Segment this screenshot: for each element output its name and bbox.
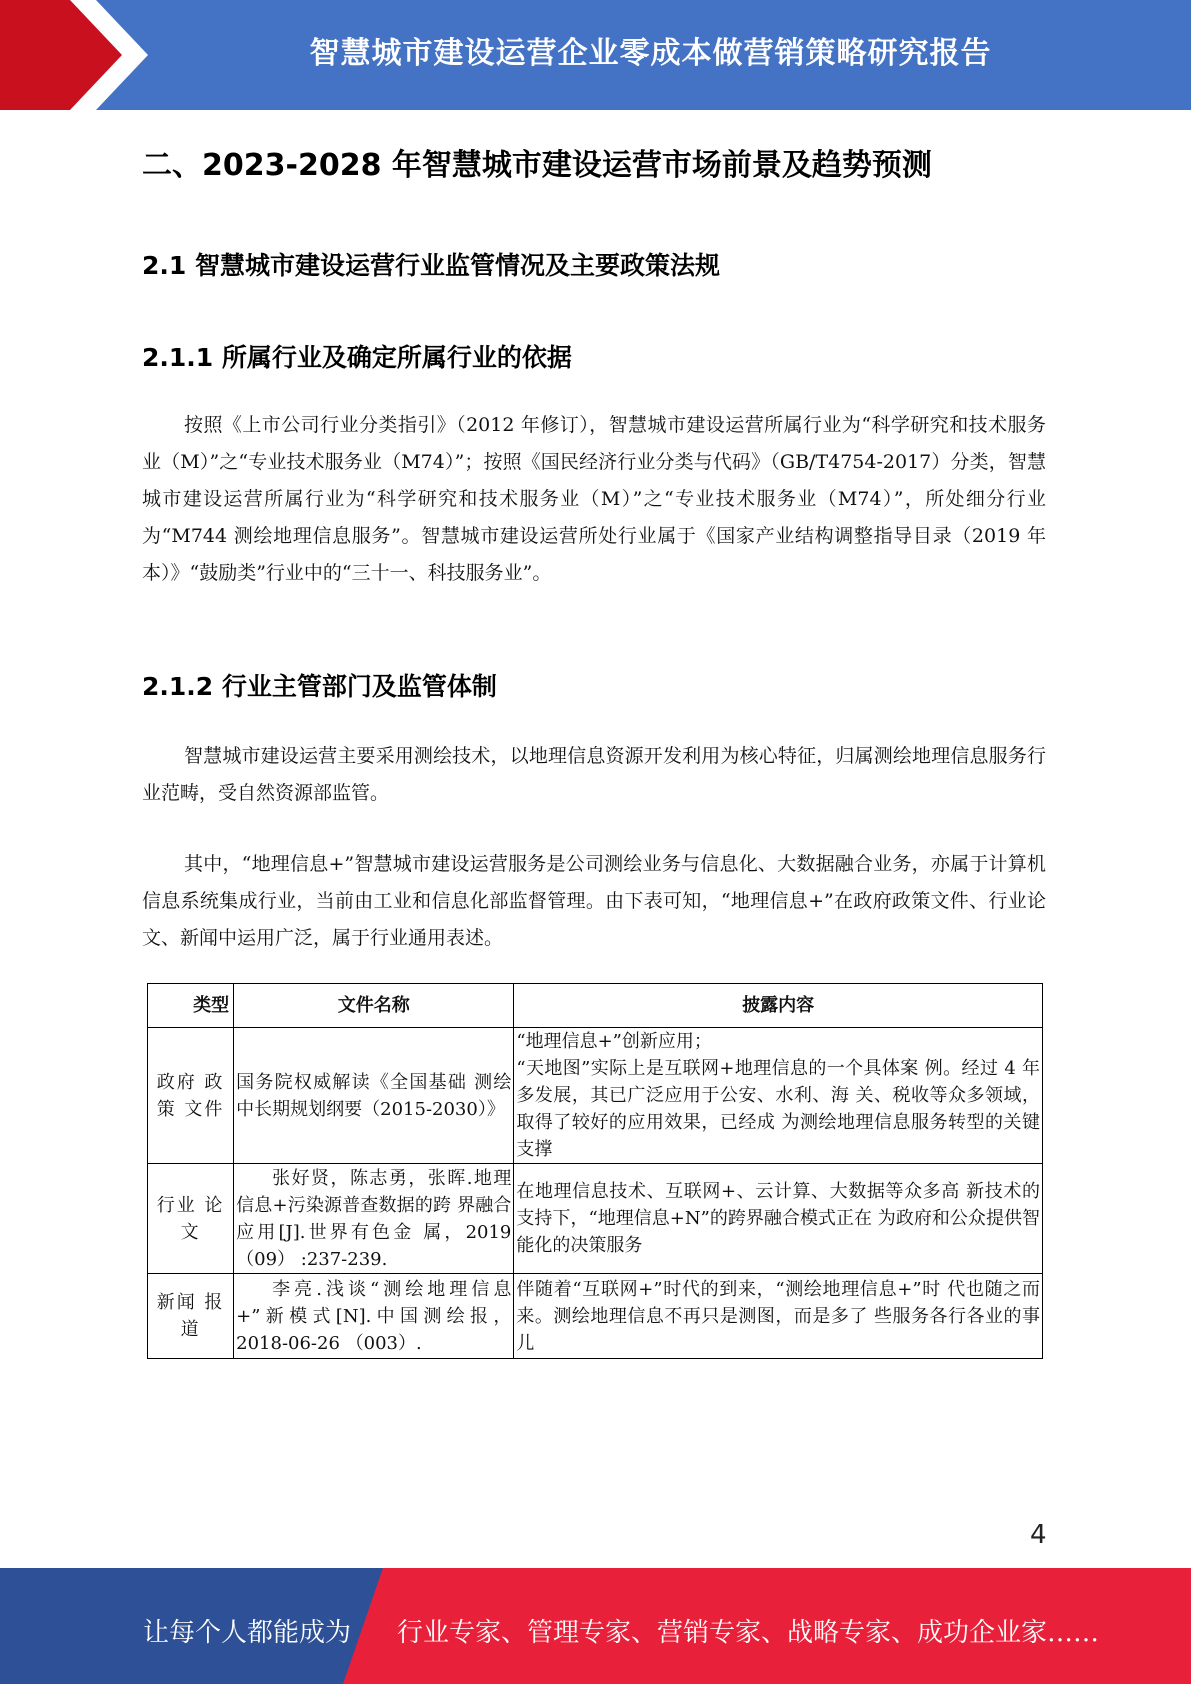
row-doc-name: 张好贤，陈志勇，张晖.地理信息+污染源普查数据的跨 界融合应用[J].世界有色金 属，2019（09） :237-239.	[234, 1164, 514, 1274]
row-disclosure-line: “天地图”实际上是互联网+地理信息的一个具体案 例。经过 4 年多发展，其已广泛应用于公安、水利、海 关、税收等众多领域，取得了较好的应用效果，已经成 为测绘地理信息服务转型的关键支撑	[516, 1058, 1040, 1160]
paragraph-regulator: 智慧城市建设运营主要采用测绘技术，以地理信息资源开发利用为核心特征，归属测绘地理信息服务行业范畴，受自然资源部监管。	[142, 745, 1046, 804]
footer-slogan-right: 行业专家、管理专家、营销专家、战略专家、成功企业家……	[397, 1618, 1100, 1648]
row-disclosure: 伴随着“互联网+”时代的到来，“测绘地理信息+”时 代也随之而来。测绘地理信息不再只是测图，而是多了 些服务各行各业的事儿	[514, 1274, 1043, 1359]
paragraph-industry-classification: 按照《上市公司行业分类指引》（2012 年修订），智慧城市建设运营所属行业为“科学研究和技术服务业（M）”之“专业技术服务业（M74）”；按照《国民经济行业分类与代码》（GB/T4754-2017）分类，智慧城市建设运营所属行业为“科学研究和技术服务业（M）”之“专业技术服务业（M74）”，所处细分行业为“M744 测绘地理信息服务”。智慧城市建设运营所处行业属于《国家产业结构调整指导目录（2019 年本）》“鼓励类”行业中的“三十一、科技服务业”。	[142, 414, 1046, 584]
row-doc-name: 李亮.浅谈“测绘地理信息 +”新模式[N].中国测绘报， 2018-06-26 （003）.	[234, 1274, 514, 1359]
table-header-row	[148, 984, 1043, 1028]
row-type: 行业 论文	[148, 1164, 234, 1274]
report-title: 智慧城市建设运营企业零成本做营销策略研究报告	[309, 36, 992, 71]
disclosure-table	[147, 983, 1043, 1359]
row-disclosure: 在地理信息技术、互联网+、云计算、大数据等众多高 新技术的支持下，“地理信息+N”的跨界融合模式正在 为政府和公众提供智能化的决策服务	[514, 1164, 1043, 1274]
subsubsection-heading-2-1-1: 2.1.1 所属行业及确定所属行业的依据	[142, 343, 572, 372]
row-disclosure-line: “地理信息+”创新应用；	[516, 1031, 712, 1052]
subsubsection-heading-2-1-2: 2.1.2 行业主管部门及监管体制	[142, 672, 497, 701]
header-disclosure: 披露内容	[514, 984, 1043, 1028]
footer-slogan-left: 让每个人都能成为	[143, 1618, 352, 1648]
row-disclosure	[514, 1028, 1043, 1164]
header-doc-name: 文件名称	[234, 984, 514, 1028]
header-banner	[0, 0, 1191, 110]
page-number: 4	[1030, 1520, 1047, 1550]
section-heading: 二、2023-2028 年智慧城市建设运营市场前景及趋势预测	[142, 148, 932, 183]
table-row	[148, 1164, 1043, 1274]
subsection-heading: 2.1 智慧城市建设运营行业监管情况及主要政策法规	[142, 251, 720, 280]
row-type: 政府 政策 文件	[148, 1028, 234, 1164]
footer-banner	[0, 1568, 1191, 1684]
paragraph-geo-info-plus: 其中，“地理信息+”智慧城市建设运营服务是公司测绘业务与信息化、大数据融合业务，亦属于计算机信息系统集成行业，当前由工业和信息化部监督管理。由下表可知，“地理信息+”在政府政策文件、行业论文、新闻中运用广泛，属于行业通用表述。	[142, 853, 1046, 949]
table-row	[148, 1274, 1043, 1359]
table-row	[148, 1028, 1043, 1164]
row-doc-name: 国务院权威解读《全国基础 测绘中长期规划纲要（2015-2030）》	[234, 1028, 514, 1164]
header-type: 类型	[148, 984, 234, 1028]
row-type: 新闻 报道	[148, 1274, 234, 1359]
